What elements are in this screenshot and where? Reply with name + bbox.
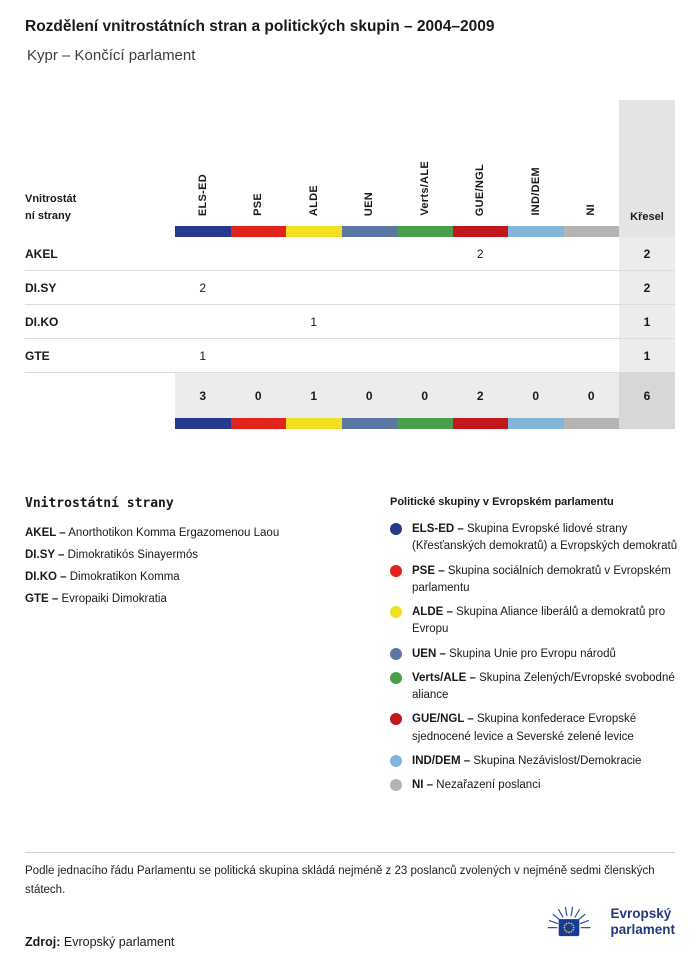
party-abbr: GTE – <box>25 593 59 605</box>
group-total-cell: 0 <box>397 373 453 418</box>
group-color-bar <box>342 226 398 237</box>
group-abbr: ELS-ED – <box>412 523 464 535</box>
row-seats-total: 1 <box>619 339 675 372</box>
group-abbr: NI – <box>412 779 434 791</box>
seat-count-cell: 1 <box>199 348 207 363</box>
seat-count-cell <box>342 271 398 304</box>
seat-count-cell <box>508 339 564 372</box>
source-text: Evropský parlament <box>63 935 175 949</box>
col-header-ni <box>564 100 620 237</box>
group-color-bar <box>397 418 453 429</box>
seat-count-cell <box>231 305 287 338</box>
group-description: Skupina Nezávislost/Demokracie <box>473 754 642 767</box>
legend-title: Vnitrostátní strany <box>25 496 174 511</box>
group-description: Skupina Evropské lidové strany (Křesťanských demokratů) a Evropských demokratů <box>412 523 678 553</box>
group-color-dot <box>390 606 402 618</box>
seats-table <box>25 100 675 429</box>
table-row-akel <box>25 237 675 271</box>
seat-count-cell <box>453 271 509 304</box>
seats-header-label: Křesel <box>630 211 664 223</box>
group-abbr: ALDE – <box>412 606 453 618</box>
group-color-dot <box>390 755 402 767</box>
col-header-verts-ale <box>397 100 453 237</box>
legend-item <box>390 777 686 794</box>
group-abbr: GUE/NGL – <box>412 713 474 726</box>
group-description: Skupina sociálních demokratů v Evropském parlamentu <box>412 564 671 594</box>
group-color-bar <box>342 418 398 429</box>
seat-count-cell <box>175 305 231 338</box>
group-total-cell: 0 <box>231 373 287 418</box>
group-abbr: PSE – <box>412 564 445 577</box>
ep-logo <box>537 903 675 941</box>
seat-count-cell <box>397 271 453 304</box>
group-color-bar <box>508 226 564 237</box>
col-header-alde <box>286 100 342 237</box>
row-header-cell <box>25 100 175 237</box>
seat-count-cell <box>342 339 398 372</box>
seats-column-footer <box>619 418 675 429</box>
source-line <box>25 935 174 949</box>
group-code-label: ELS-ED <box>196 173 209 216</box>
seat-count-cell <box>286 271 342 304</box>
col-header-uen <box>342 100 398 237</box>
legend-item <box>25 571 365 583</box>
party-full-name: Evropaiki Dimokratia <box>61 593 167 605</box>
seat-count-cell <box>231 271 287 304</box>
party-abbr: AKEL – <box>25 527 66 539</box>
group-description: Skupina Zelených/Evropské svobodné aliance <box>412 671 675 701</box>
party-name: AKEL <box>25 246 58 261</box>
national-parties-legend <box>25 496 365 615</box>
seat-count-cell <box>286 237 342 270</box>
group-abbr: IND/DEM – <box>412 754 471 767</box>
group-total-cell: 0 <box>508 373 564 418</box>
seat-count-cell <box>564 237 620 270</box>
party-name: DI.KO <box>25 314 59 329</box>
party-abbr: DI.SY – <box>25 549 65 561</box>
seat-count-cell: 2 <box>199 280 207 295</box>
group-color-dot <box>390 648 402 660</box>
eu-flag-icon <box>559 919 580 936</box>
row-header-label: Vnitrostátní strany <box>25 192 77 222</box>
seat-count-cell <box>286 339 342 372</box>
group-color-dot <box>390 672 402 684</box>
group-description: Skupina konfederace Evropské sjednocené levice a Severské zelené levice <box>412 713 637 743</box>
legend-item <box>390 711 686 746</box>
page-subtitle: Kypr – Končící parlament <box>27 47 196 64</box>
table-header-row <box>25 100 675 237</box>
row-seats-total: 1 <box>619 305 675 338</box>
group-color-bar <box>286 226 342 237</box>
seat-count-cell <box>564 305 620 338</box>
political-groups-legend <box>390 496 686 801</box>
seat-count-cell <box>453 305 509 338</box>
party-abbr: DI.KO – <box>25 571 67 583</box>
footnote: Podle jednacího řádu Parlamentu se politická skupina skládá nejméně z 23 poslanců zvolených v nejméně sedmi členských státech. <box>25 865 655 896</box>
source-label: Zdroj: <box>25 935 61 949</box>
group-color-dot <box>390 523 402 535</box>
group-abbr: Verts/ALE – <box>412 671 476 684</box>
group-color-bar <box>508 418 564 429</box>
col-header-gue-ngl <box>453 100 509 237</box>
legend-item <box>25 549 365 561</box>
seat-count-cell <box>564 271 620 304</box>
group-color-bar <box>286 418 342 429</box>
group-color-bar <box>175 418 231 429</box>
bar-row-spacer <box>25 418 175 429</box>
legend-item <box>390 646 686 663</box>
seat-count-cell: 2 <box>476 246 484 261</box>
footer-divider <box>25 852 675 853</box>
bottom-color-bars <box>25 418 675 429</box>
seat-count-cell <box>342 237 398 270</box>
group-color-bar <box>231 226 287 237</box>
seat-count-cell <box>397 339 453 372</box>
ep-logo-line2: parlament <box>610 922 675 937</box>
group-abbr: UEN – <box>412 647 446 660</box>
seat-count-cell <box>231 339 287 372</box>
group-code-label: PSE <box>252 193 265 216</box>
page-title: Rozdělení vnitrostátních stran a politických skupin – 2004–2009 <box>25 18 495 35</box>
seats-header-cell <box>619 100 675 237</box>
legend-title: Politické skupiny v Evropském parlamentu <box>390 496 614 508</box>
group-code-label: UEN <box>363 191 376 216</box>
party-full-name: Anorthotikon Komma Ergazomenou Laou <box>68 527 280 539</box>
group-total-cell: 0 <box>342 373 398 418</box>
group-code-label: Verts/ALE <box>418 161 431 216</box>
ep-logo-line1: Evropský <box>610 905 672 921</box>
table-row-gte <box>25 339 675 373</box>
group-code-label: NI <box>585 204 598 216</box>
group-description: Skupina Unie pro Evropu národů <box>449 647 616 660</box>
group-color-bar <box>175 226 231 237</box>
legend-item <box>390 670 686 705</box>
group-total-cell: 0 <box>564 373 620 418</box>
legend-item <box>25 593 365 605</box>
legend-item <box>390 563 686 598</box>
totals-row-spacer <box>25 373 175 418</box>
group-color-dot <box>390 565 402 577</box>
party-name: DI.SY <box>25 280 57 295</box>
ep-logo-text <box>610 906 675 938</box>
grand-total-seats: 6 <box>619 373 675 418</box>
seat-count-cell <box>508 237 564 270</box>
legend-item <box>390 753 686 770</box>
seat-count-cell <box>397 237 453 270</box>
table-row-disy <box>25 271 675 305</box>
group-code-label: IND/DEM <box>529 167 542 216</box>
group-color-bar <box>453 226 509 237</box>
legend-item <box>390 521 686 556</box>
group-code-label: GUE/NGL <box>474 163 487 216</box>
seat-count-cell <box>564 339 620 372</box>
group-total-cell: 2 <box>453 373 509 418</box>
group-color-dot <box>390 779 402 791</box>
group-color-bar <box>564 418 620 429</box>
legend-item <box>25 527 365 539</box>
group-color-dot <box>390 713 402 725</box>
group-total-cell: 1 <box>286 373 342 418</box>
party-name: GTE <box>25 348 50 363</box>
group-color-bar <box>564 226 620 237</box>
seat-count-cell <box>508 305 564 338</box>
row-seats-total: 2 <box>619 237 675 270</box>
group-color-bar <box>453 418 509 429</box>
group-total-cell: 3 <box>175 373 231 418</box>
group-description: Skupina Aliance liberálů a demokratů pro Evropu <box>412 606 666 636</box>
row-seats-total: 2 <box>619 271 675 304</box>
col-header-els-ed <box>175 100 231 237</box>
seat-count-cell <box>342 305 398 338</box>
seat-count-cell <box>231 237 287 270</box>
col-header-ind-dem <box>508 100 564 237</box>
col-header-pse <box>231 100 287 237</box>
party-full-name: Dimokratikon Komma <box>69 571 180 583</box>
group-color-bar <box>397 226 453 237</box>
group-color-bar <box>231 418 287 429</box>
seat-count-cell <box>508 271 564 304</box>
group-description: Nezařazení poslanci <box>436 779 541 791</box>
table-row-diko <box>25 305 675 339</box>
party-full-name: Dimokratikós Sinayermós <box>67 549 198 561</box>
totals-row <box>25 373 675 418</box>
seat-count-cell <box>175 237 231 270</box>
ep-hemicycle-icon <box>537 903 601 941</box>
seat-count-cell <box>453 339 509 372</box>
seat-count-cell: 1 <box>310 314 318 329</box>
seat-count-cell <box>397 305 453 338</box>
legend-item <box>390 604 686 639</box>
group-code-label: ALDE <box>307 184 320 216</box>
